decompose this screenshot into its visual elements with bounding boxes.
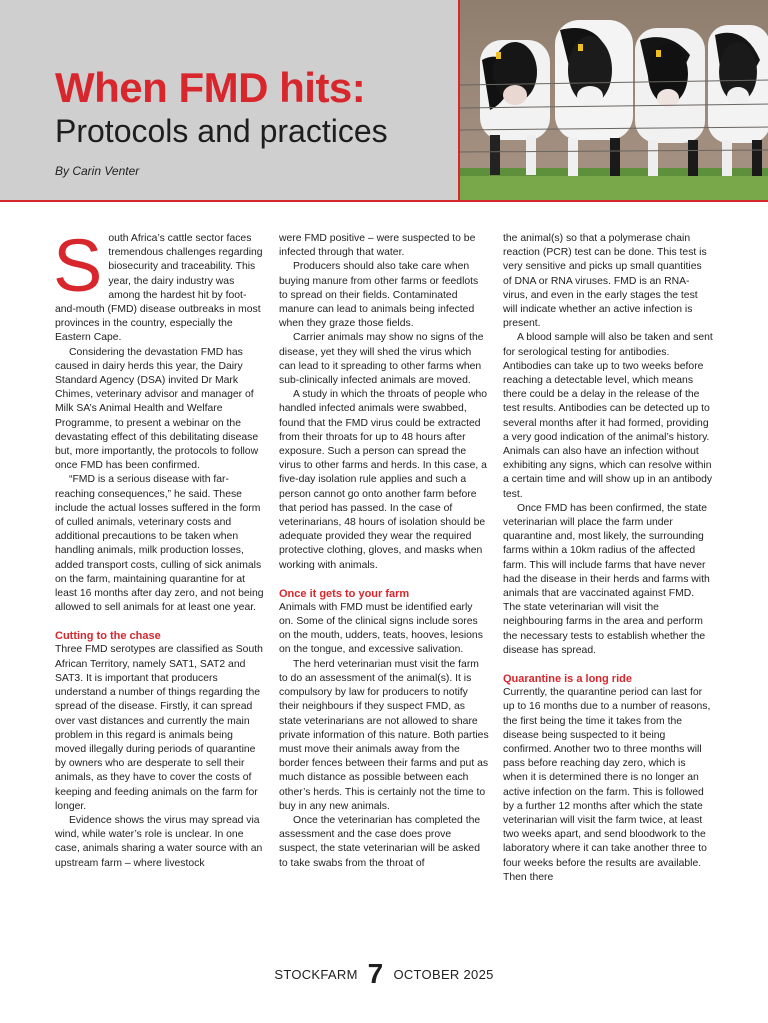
- article-column-3: [503, 232, 713, 885]
- drop-cap: S: [53, 224, 103, 307]
- issue-date: OCTOBER 2025: [393, 967, 494, 982]
- paragraph: Considering the devastation FMD has caused in dairy herds this year, the Dairy Standard Agency (DSA) invited Dr Mark Chimes, veterinary advisor and manager of Milk SA’s Animal Health and Welfare Programme, to present a webinar on the devastating effect of this debilitating disease but, more importantly, the protocols to follow once FMD has been confirmed.: [55, 346, 259, 472]
- publication-name: STOCKFARM: [274, 967, 358, 982]
- page-footer: [0, 958, 768, 990]
- paragraph: the animal(s) so that a polymerase chain reaction (PCR) test can be done. This test is very sensitive and picks up small quantities of DNA or RNA viruses. FMD is an RNA-virus, and even in the early stages the test will indicate whether an active infection is present.: [503, 233, 707, 330]
- page-number: 7: [367, 958, 384, 989]
- subheadline: Protocols and practices: [55, 113, 388, 149]
- paragraph: Producers should also take care when buying manure from other farms or feedlots to spread on their fields. Contaminated manure can lead to animals being infected when they graze those fields.: [279, 261, 479, 330]
- paragraph: Once the veterinarian has completed the assessment and the case does prove suspect, the state veterinarian will be asked to take swabs from the throat of: [279, 814, 481, 869]
- paragraph: Currently, the quarantine period can last for up to 16 months due to a number of reasons, the first being the time it takes from the disease being suspected to it being confirmed. Another two to three months will pass before reaching day zero, which is when it is determined there is no longer an active infection on the farm. This is followed by a further 12 months after which the state veterinarian will visit the farm twice, at least two weeks apart, and send bloodwork to the laboratory where it can take another three to four weeks before the results are available. Then there: [503, 687, 711, 883]
- paragraph: A study in which the throats of people who handled infected animals were swabbed, found that the FMD virus could be extracted from their throats for up to 48 hours after exposure. Such a person can spread the virus to other farms and herds. In this case, a five-day isolation rule applies and such a person cannot go onto another farm before that period has passed. In the case of veterinarians, 48 hours of isolation should be adequate provided they wear the required protective clothing, gloves, and masks when working with animals.: [279, 389, 488, 571]
- paragraph: outh Africa’s cattle sector faces tremendous challenges regarding biosecurity and traceability. This year, the dairy industry was among the hardest hit by foot-and-mouth (FMD) disease outbreaks in most provinces in the country, especially the Eastern Cape.: [55, 233, 263, 344]
- byline: By Carin Venter: [55, 164, 140, 178]
- paragraph: Three FMD serotypes are classified as South African Territory, namely SAT1, SAT2 and SAT3. It is important that producers understand a number of things regarding the spread of the disease. Firstly, it can spread over vast distances and currently the main problem in this regard is animals being moved illegally during periods of quarantine by owners who are desperate to sell their animals, as they have to cover the costs of keeping and feeding animals on the farm for longer.: [55, 644, 263, 812]
- paragraph: Evidence shows the virus may spread via wind, while water’s role is unclear. In one case, animals sharing a water source with an upstream farm – where livestock: [55, 814, 263, 869]
- cows-photo: [458, 0, 768, 200]
- section-heading: Cutting to the chase: [55, 630, 161, 643]
- paragraph: Animals with FMD must be identified early on. Some of the clinical signs include sores on the mouth, udders, teats, hooves, lesions on the tongue, and excessive salivation.: [279, 601, 483, 656]
- section-heading: Once it gets to your farm: [279, 587, 410, 600]
- paragraph: were FMD positive – were suspected to be infected through that water.: [279, 233, 476, 259]
- article-column-2: [279, 232, 489, 871]
- paragraph: The herd veterinarian must visit the farm to do an assessment of the animal(s). It is compulsory by law for producers to notify their neighbours if they suspect FMD, as state veterinarians are not allowed to share private information of this nature. Both parties must move their animals away from the border fences between their farms and put as much distance as possible between each other’s herds. This is certainly not the time to buy in any new animals.: [279, 658, 489, 812]
- section-heading: Quarantine is a long ride: [503, 673, 632, 686]
- paragraph: Carrier animals may show no signs of the disease, yet they will shed the virus which can lead to it spreading to other farms when sub-clinically infected animals are moved.: [279, 332, 484, 387]
- headline: When FMD hits:: [55, 64, 366, 111]
- article-column-1: [53, 224, 265, 871]
- paragraph: “FMD is a serious disease with far-reaching consequences,” he said. These include the actual losses suffered in the form of culled animals, veterinary costs and additional precautions to be taken when handling animals, milk production losses, added transport costs, culling of sick animals on the farm, maintaining quarantine for at least 16 months after day zero, and not being allowed to sell animals for at least one year.: [55, 474, 264, 614]
- paragraph: A blood sample will also be taken and sent for serological testing for antibodies. Antibodies can take up to two weeks before reaching a detectable level, which means there could be a delay in the release of the test results. Antibodies can be detected up to several months after it had formed, providing a very good indication of the animal’s history. Animals can also have an infection without exhibiting any signs, which can resolve within a certain time and will show up in an antibody test.: [503, 332, 713, 500]
- paragraph: Once FMD has been confirmed, the state veterinarian will place the farm under quarantine and, most likely, the surrounding farms within a 10km radius of the affected farm. This will include farms that have never had the disease in their herds and farms with animals that are vaccinated against FMD. The state veterinarian will visit the neighbouring farms in the area and perform the necessary tests to establish whether the disease has spread.: [503, 502, 710, 656]
